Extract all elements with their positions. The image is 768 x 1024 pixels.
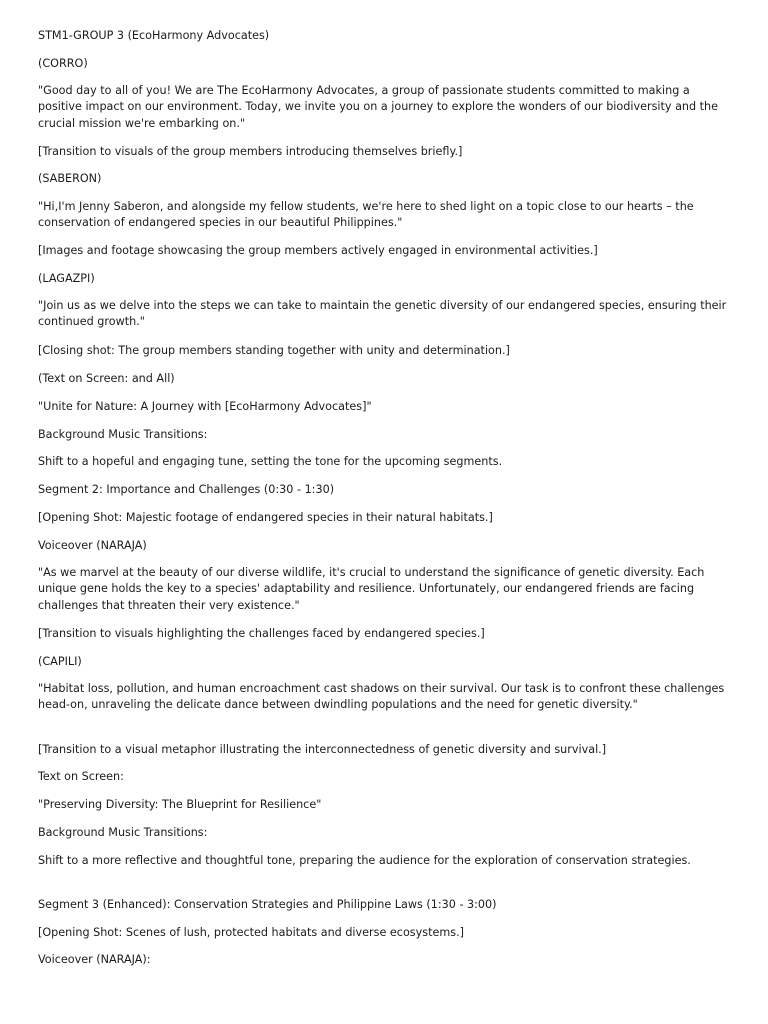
dialogue-saberon: "Hi,I'm Jenny Saberon, and alongside my fellow students, we're here to shed light on a topic close to our hearts – the conservation of endangered species in our beautiful Philippines." bbox=[38, 200, 698, 230]
screen-title-preserving: "Preserving Diversity: The Blueprint for Resilience" bbox=[38, 798, 322, 811]
stage-direction-metaphor: [Transition to a visual metaphor illustrating the interconnectedness of genetic diversity and survival.] bbox=[38, 743, 607, 756]
stage-direction-activities: [Images and footage showcasing the group members actively engaged in environmental activities.] bbox=[38, 244, 598, 257]
voiceover-label-2: Voiceover (NARAJA): bbox=[38, 953, 151, 966]
dialogue-capili: "Habitat loss, pollution, and human encroachment cast shadows on their survival. Our task is to confront these challenges head-on, unraveling the delicate dance between dwindling populations and the need for genetic diversity." bbox=[38, 682, 728, 712]
music-heading-1: Background Music Transitions: bbox=[38, 428, 208, 441]
voiceover-label-1: Voiceover (NARAJA) bbox=[38, 539, 147, 552]
segment-3-heading: Segment 3 (Enhanced): Conservation Strategies and Philippine Laws (1:30 - 3:00) bbox=[38, 898, 497, 911]
music-direction-2: Shift to a more reflective and thoughtful tone, preparing the audience for the exploration of conservation strategies. bbox=[38, 854, 691, 867]
dialogue-naraja-1: "As we marvel at the beauty of our diverse wildlife, it's crucial to understand the significance of genetic diversity. Each unique gene holds the key to a species' adaptability and resilience. Unfortunately, our endangered friends are facing challenges that threaten their very existence." bbox=[38, 566, 708, 612]
opening-shot-segment-3: [Opening Shot: Scenes of lush, protected habitats and diverse ecosystems.] bbox=[38, 926, 464, 939]
opening-shot-segment-2: [Opening Shot: Majestic footage of endangered species in their natural habitats.] bbox=[38, 511, 493, 524]
document-title: STM1-GROUP 3 (EcoHarmony Advocates) bbox=[38, 29, 270, 42]
segment-2-heading: Segment 2: Importance and Challenges (0:30 - 1:30) bbox=[38, 483, 335, 496]
stage-direction-challenges: [Transition to visuals highlighting the challenges faced by endangered species.] bbox=[38, 627, 485, 640]
dialogue-corro: "Good day to all of you! We are The EcoHarmony Advocates, a group of passionate students committed to making a positive impact on our environment. Today, we invite you on a journey to explore the wonders of our biodiversity and the crucial mission we're embarking on." bbox=[38, 84, 722, 130]
speaker-label-corro: (CORRO) bbox=[38, 57, 88, 70]
stage-direction-closing-shot: [Closing shot: The group members standing together with unity and determination.] bbox=[38, 344, 510, 357]
music-direction-1: Shift to a hopeful and engaging tune, setting the tone for the upcoming segments. bbox=[38, 455, 503, 468]
dialogue-lagazpi: "Join us as we delve into the steps we can take to maintain the genetic diversity of our endangered species, ensuring their continued growth." bbox=[38, 299, 730, 329]
text-on-screen-note: (Text on Screen: and All) bbox=[38, 372, 175, 385]
speaker-label-lagazpi: (LAGAZPI) bbox=[38, 272, 95, 285]
stage-direction-introductions: [Transition to visuals of the group members introducing themselves briefly.] bbox=[38, 145, 463, 158]
music-heading-2: Background Music Transitions: bbox=[38, 826, 208, 839]
speaker-label-saberon: (SABERON) bbox=[38, 172, 102, 185]
screen-title-unite: "Unite for Nature: A Journey with [EcoHarmony Advocates]" bbox=[38, 400, 372, 413]
text-on-screen-heading: Text on Screen: bbox=[38, 770, 124, 783]
speaker-label-capili: (CAPILI) bbox=[38, 655, 82, 668]
